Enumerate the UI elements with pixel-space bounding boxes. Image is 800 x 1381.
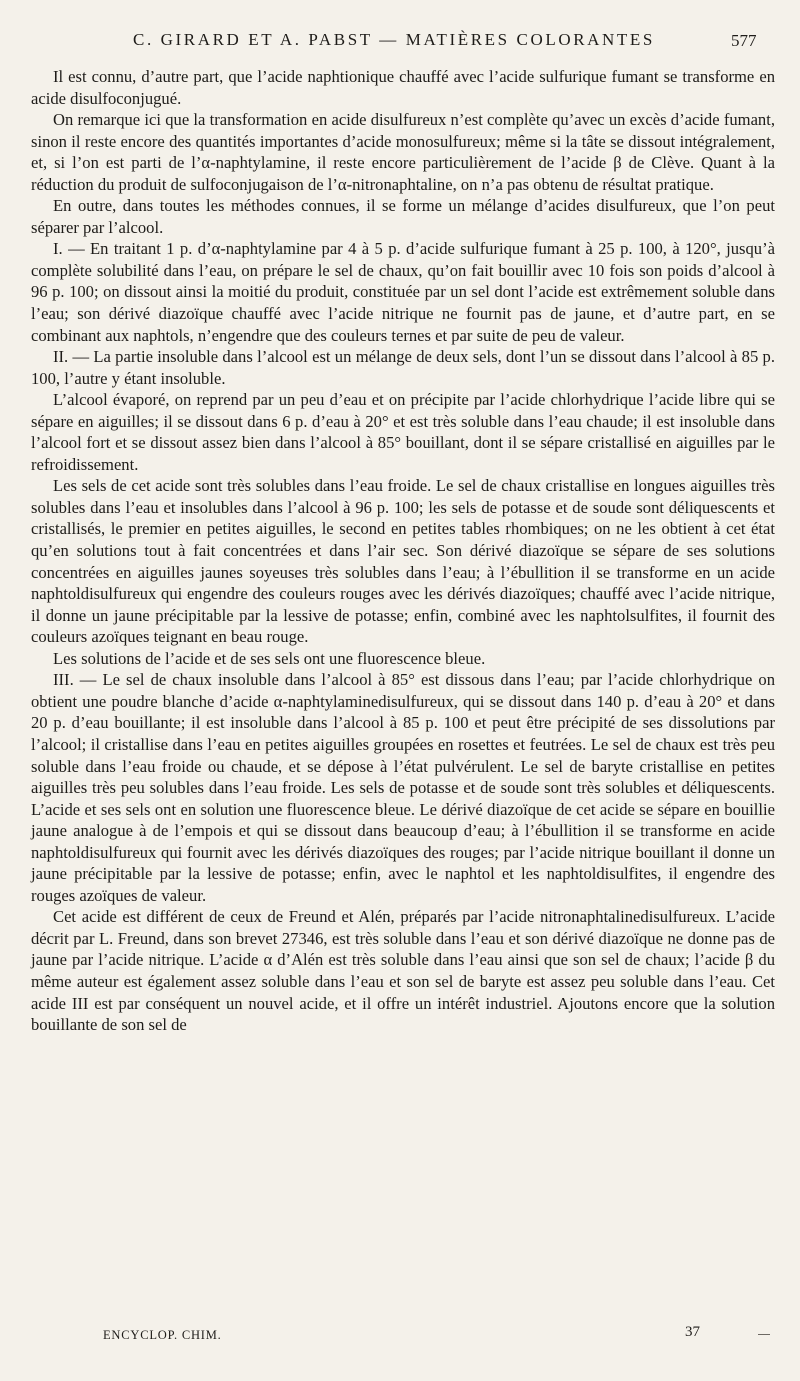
paragraph-9: III. — Le sel de chaux insoluble dans l’alcool à 85° est dissous dans l’eau; par l’acide chlorhydrique on obtient une poudre blanche d’acide α-naphtylaminedisulfureux, qui se dissout dans 140 p. d’eau à 20° et dans 20 p. d’eau bouillante; il est insoluble dans l’alcool à 85 p. 100 et peut être précipité de ses dissolutions par l’alcool; il cristallise dans l’eau en petites aiguilles groupées en rosettes et feutrées. Le sel de chaux est très peu soluble dans l’eau froide ou chaude, et se dépose à l’état pulvérulent. Le sel de baryte cristallise en petites aiguilles très peu solubles dans l’eau froide. Les sels de potasse et de soude sont très solubles et déliquescents. L’acide et ses sels ont en solution une fluorescence bleue. Le dérivé diazoïque de cet acide se sépare en bouillie jaune analogue à de l’empois et qui se dissout dans beaucoup d’eau; à l’ébullition il se transforme en acide naphtoldisulfureux qui fournit avec les dérivés diazoïques des rouges; par l’acide nitrique bouillant il donne un jaune précipitable par la lessive de potasse; enfin, avec le naphtol et les naphtoldisulfites, il engendre des rouges azoïques de valeur. xyxy=(31,670,775,905)
paragraph-10: Cet acide est différent de ceux de Freund et Alén, préparés par l’acide nitronaphtalinedisulfureux. L’acide décrit par L. Freund, dans son brevet 27346, est très soluble dans l’eau et son dérivé diazoïque ne donne pas de jaune par l’acide nitrique. L’acide α d’Alén est très soluble dans l’eau ainsi que son sel de chaux; l’acide β du même auteur est également assez soluble dans l’eau et son sel de baryte est assez peu soluble dans l’eau. Cet acide III est par conséquent un nouvel acide, et il offre un intérêt industriel. Ajoutons encore que la solution bouillante de son sel de xyxy=(31,907,775,1035)
paragraph-2: On remarque ici que la transformation en acide disulfureux n’est complète qu’avec un excès d’acide fumant, sinon il reste encore des quantités importantes d’acide monosulfureux; même si la tâte se dissout intégralement, et, si l’on est parti de l’α-naphtylamine, il reste encore particulièrement de l’acide β de Clève. Quant à la réduction du produit de sulfoconjugaison de l’α-nitronaphtaline, on n’a pas obtenu de résultat pratique. xyxy=(31,110,775,194)
paragraph-5: II. — La partie insoluble dans l’alcool est un mélange de deux sels, dont l’un se dissout dans l’alcool à 85 p. 100, l’autre y étant insoluble. xyxy=(31,347,775,388)
paragraph-3: En outre, dans toutes les méthodes connues, il se forme un mélange d’acides disulfureux, que l’on peut séparer par l’alcool. xyxy=(31,196,775,237)
running-header: C. GIRARD ET A. PABST — MATIÈRES COLORANTES xyxy=(133,30,655,49)
footer-title: ENCYCLOP. CHIM. xyxy=(103,1328,222,1342)
paragraph-8: Les solutions de l’acide et de ses sels ont une fluorescence bleue. xyxy=(53,648,486,668)
page-number: 577 xyxy=(731,31,757,50)
footer-dash xyxy=(758,1334,770,1335)
paragraph-1: Il est connu, d’autre part, que l’acide naphtionique chauffé avec l’acide sulfurique fumant se transforme en acide disulfoconjugué. xyxy=(31,67,775,108)
signature-number: 37 xyxy=(685,1324,700,1340)
paragraph-7: Les sels de cet acide sont très solubles dans l’eau froide. Le sel de chaux cristallise en longues aiguilles très solubles dans l’eau et insolubles dans l’alcool à 96 p. 100; les sels de potasse et de soude sont déliquescents et cristallisés, le premier en petites aiguilles, le second en petites tables rhombiques; on ne les obtient à cet état qu’en solutions tout à fait concentrées et dans l’air sec. Son dérivé diazoïque se sépare de ses solutions concentrées en aiguilles jaunes soyeuses très solubles dans l’eau; à l’ébullition il se transforme en un acide naphtoldisulfureux qui engendre des couleurs rouges avec les dérivés diazoïques; chauffé avec l’acide nitrique, il donne un jaune précipitable par la lessive de potasse; enfin, combiné avec les naphtolsulfites, il fournit des couleurs azoïques teignant en beau rouge. xyxy=(31,476,775,647)
body-text xyxy=(31,66,775,1036)
paragraph-6: L’alcool évaporé, on reprend par un peu d’eau et on précipite par l’acide chlorhydrique l’acide libre qui se sépare en aiguilles; il se dissout dans 6 p. d’eau à 20° et est très soluble dans l’eau chaude; il est insoluble dans l’alcool fort et se dissout assez bien dans l’alcool à 85° bouillant, dont il se sépare cristallisé en aiguilles par le refroidissement. xyxy=(31,390,775,474)
paragraph-4: I. — En traitant 1 p. d’α-naphtylamine par 4 à 5 p. d’acide sulfurique fumant à 25 p. 100, à 120°, jusqu’à complète solubilité dans l’eau, on prépare le sel de chaux, qu’on fait bouillir avec 10 fois son poids d’alcool à 96 p. 100; on dissout ainsi la moitié du produit, constituée par un sel dont l’acide est extrêmement soluble dans l’eau; son dérivé diazoïque chauffé avec l’acide nitrique ne fournit pas de jaune, et d’autre part, en se combinant aux naphtols, n’engendre que des couleurs ternes et par suite de peu de valeur. xyxy=(31,239,775,345)
